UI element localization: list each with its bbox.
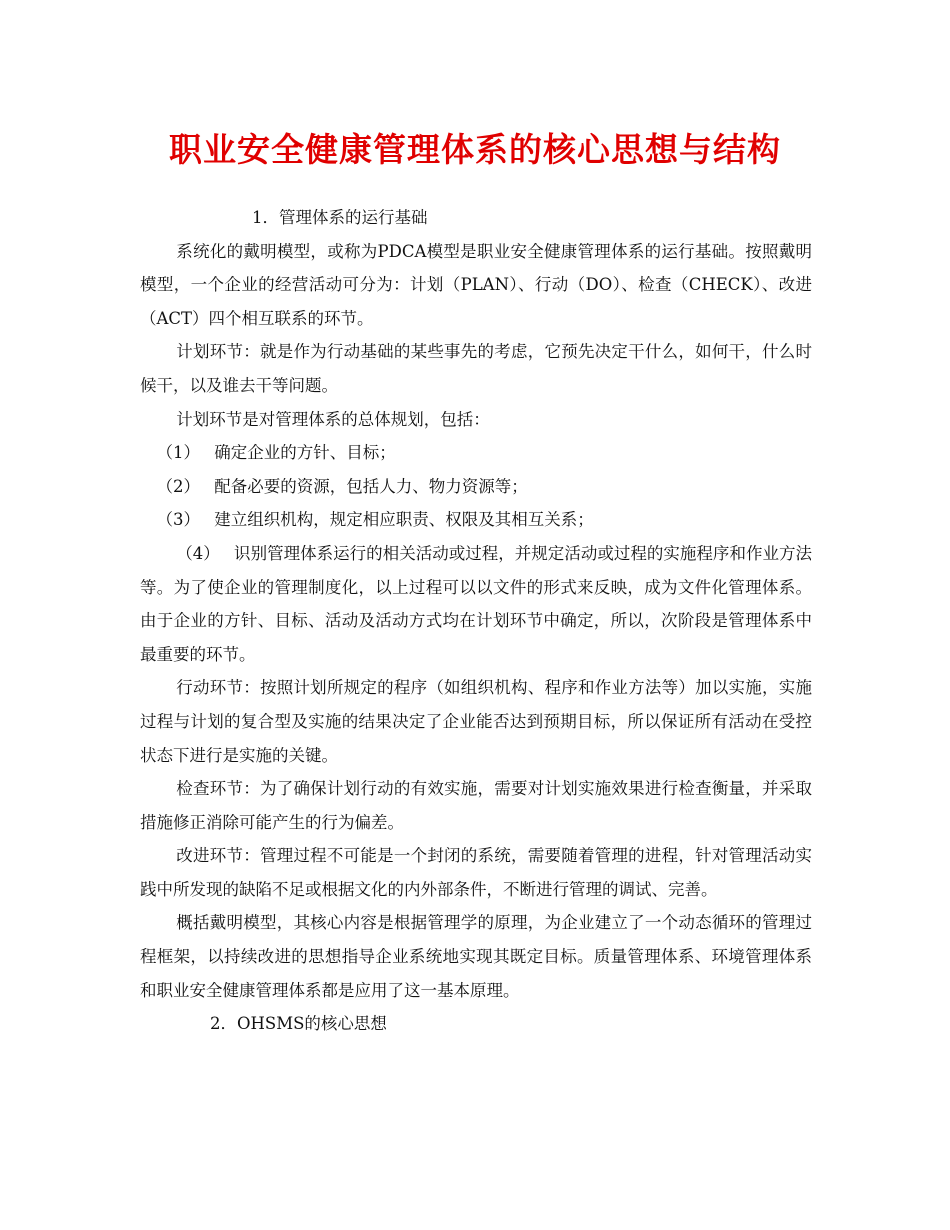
list-item-text: 确定企业的方针、目标； — [214, 443, 396, 463]
paragraph: 改进环节：管理过程不可能是一个封闭的系统，需要随着管理的进程，针对管理活动实践中所发现的缺陷不足或根据文化的内外部条件，不断进行管理的调试、完善。 — [140, 846, 812, 899]
document-title: 职业安全健康管理体系的核心思想与结构 — [169, 130, 781, 169]
paragraph: 概括戴明模型，其核心内容是根据管理学的原理，为企业建立了一个动态循环的管理过程框架，以持续改进的思想指导企业系统地实现其既定目标。质量管理体系、环境管理体系和职业安全健康管理体系都是应用了这一基本原理。 — [140, 913, 812, 1000]
list-item-number: （4） — [176, 543, 220, 563]
paragraph: 计划环节：就是作为行动基础的某些事先的考虑，它预先决定干什么，如何干，什么时候干，以及谁去干等问题。 — [140, 342, 812, 395]
list-item — [140, 436, 812, 470]
paragraph: 系统化的戴明模型，或称为PDCA模型是职业安全健康管理体系的运行基础。按照戴明模型，一个企业的经营活动可分为：计划（PLAN）、行动（DO）、检查（CHECK）、改进（ACT）四个相互联系的环节。 — [140, 241, 812, 328]
list-item-number: （2） — [156, 476, 200, 496]
list-item-text: 配备必要的资源，包括人力、物力资源等； — [214, 476, 528, 496]
paragraph: 检查环节：为了确保计划行动的有效实施，需要对计划实施效果进行检查衡量，并采取措施修正消除可能产生的行为偏差。 — [140, 779, 812, 832]
document-body — [140, 201, 812, 1041]
section-heading-1: 1．管理体系的运行基础 — [252, 208, 428, 227]
list-item-text: 识别管理体系运行的相关活动或过程，并规定活动或过程的实施程序和作业方法等。为了使企业的管理制度化，以上过程可以以文件的形式来反映，成为文件化管理体系。由于企业的方针、目标、活动及活动方式均在计划环节中确定，所以，次阶段是管理体系中最重要的环节。 — [140, 543, 812, 664]
list-item — [140, 470, 812, 504]
section-heading-2: 2．OHSMS的核心思想 — [210, 1014, 387, 1034]
list-item — [140, 537, 812, 671]
list-item-number: （1） — [156, 443, 200, 463]
list-item-text: 建立组织机构，规定相应职责、权限及其相互关系； — [214, 510, 594, 530]
paragraph: 计划环节是对管理体系的总体规划，包括： — [176, 409, 490, 429]
list-item — [140, 503, 812, 537]
list-item-number: （3） — [156, 510, 200, 530]
paragraph: 行动环节：按照计划所规定的程序（如组织机构、程序和作业方法等）加以实施，实施过程与计划的复合型及实施的结果决定了企业能否达到预期目标，所以保证所有活动在受控状态下进行是实施的关键。 — [140, 678, 812, 765]
